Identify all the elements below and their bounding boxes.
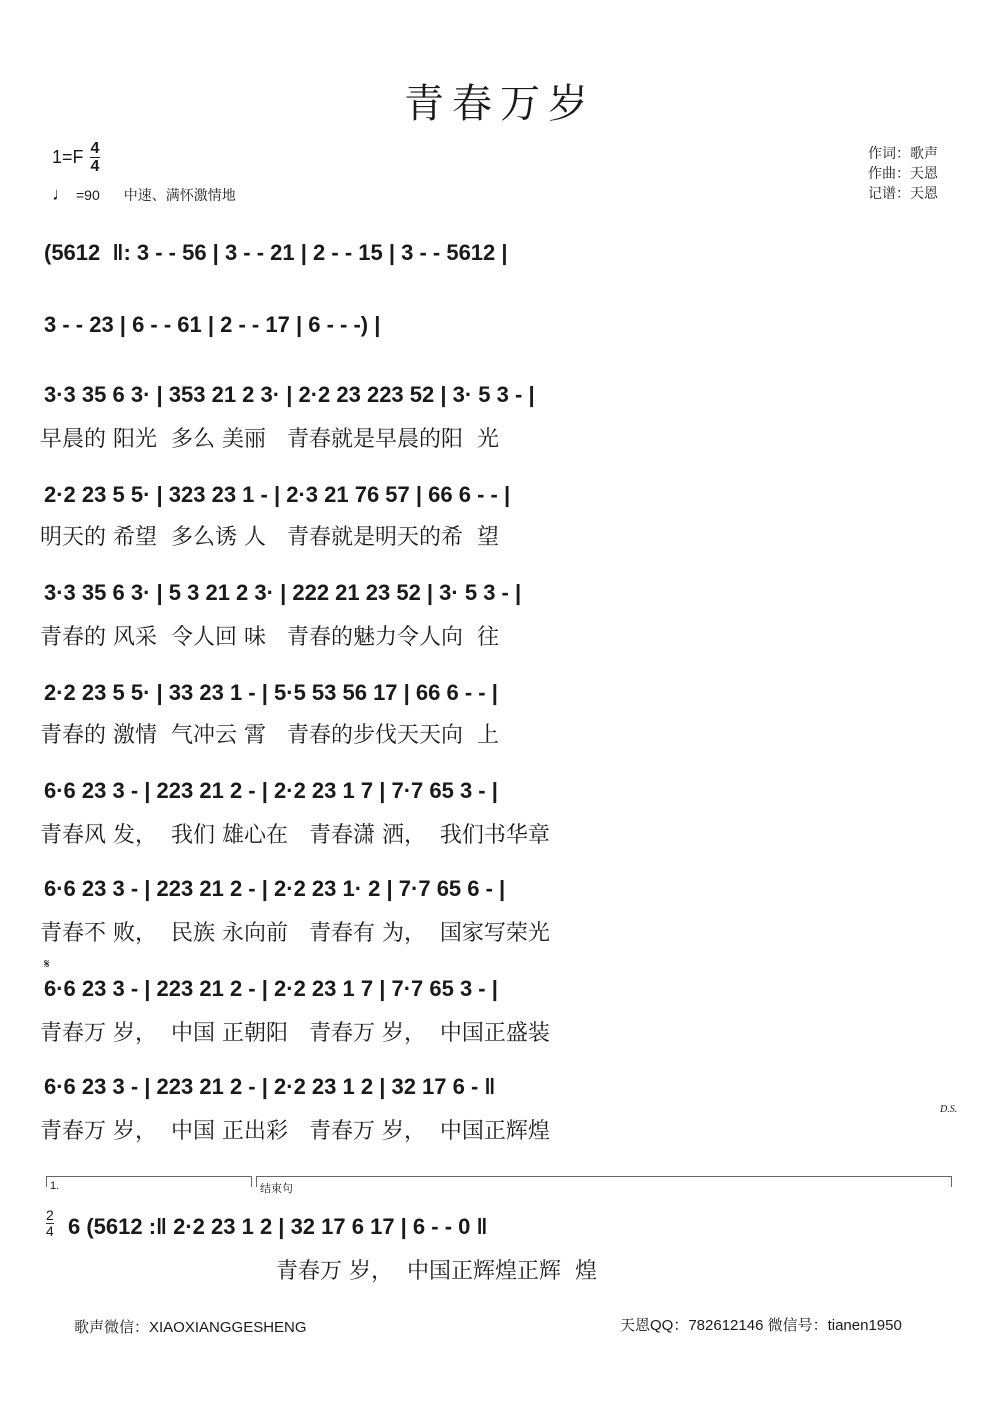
time-signature-change: 2 4: [46, 1207, 54, 1239]
score-line-9-lyrics: 青春万 岁， 中国 正朝阳 青春万 岁， 中国正盛装: [40, 1021, 550, 1046]
score-line-4-notes: 2·2 23 5 5· | 323 23 1 - | 2·3 21 76 57 | 66 6 - - |: [44, 482, 511, 507]
score-line-10-lyrics: 青春万 岁， 中国 正出彩 青春万 岁， 中国正辉煌: [40, 1119, 550, 1144]
volta-1-bracket: [46, 1176, 252, 1187]
credits: [868, 143, 938, 203]
score-line-8-lyrics: 青春不 败， 民族 永向前 青春有 为， 国家写荣光: [40, 921, 550, 946]
score-line-7-notes: 6·6 23 3 - | 223 21 2 - | 2·2 23 1 7 | 7·7 65 3 - |: [44, 778, 498, 803]
score-line-6-lyrics: 青春的 激情 气冲云 霄 青春的步伐天天向 上: [40, 723, 499, 748]
tempo-description: 中速、满怀激情地: [123, 186, 236, 203]
ending-label: 结束句: [260, 1183, 293, 1195]
ending-bracket: [256, 1176, 952, 1187]
score-line-10-notes: 6·6 23 3 - | 223 21 2 - | 2·2 23 1 2 | 32 17 6 - ‖: [44, 1074, 496, 1099]
composer: 作曲：天恩: [868, 165, 938, 181]
score-line-1-notes: (5612 ‖: 3 - - 56 | 3 - - 21 | 2 - - 15 | 3 - - 5612 |: [44, 240, 508, 265]
segno-icon: 𝄋: [44, 956, 50, 971]
score-line-2-notes: 3 - - 23 | 6 - - 61 | 2 - - 17 | 6 - - -) |: [44, 312, 381, 337]
volta-1-label: 1.: [50, 1180, 60, 1192]
score-line-8-notes: 6·6 23 3 - | 223 21 2 - | 2·2 23 1· 2 | 7·7 65 6 - |: [44, 876, 506, 901]
key-signature: [52, 140, 100, 175]
tempo-value: =90: [76, 186, 100, 203]
footer-contact-left: 歌声微信：XIAOXIANGGESHENG: [74, 1319, 307, 1336]
score-line-7-lyrics: 青春风 发， 我们 雄心在 青春潇 洒， 我们书华章: [40, 823, 550, 848]
score-line-3-notes: 3·3 35 6 3· | 353 21 2 3· | 2·2 23 223 52 | 3· 5 3 - |: [44, 382, 535, 407]
lyricist: 作词：歌声: [868, 145, 938, 161]
score-line-5-lyrics: 青春的 风采 令人回 味 青春的魅力令人向 往: [40, 625, 499, 650]
time-signature: $\frac{4}{4}$: [90, 140, 100, 175]
score-line-6-notes: 2·2 23 5 5· | 33 23 1 - | 5·5 53 56 17 | 66 6 - - |: [44, 680, 498, 705]
page-title: 青春万岁: [404, 81, 596, 127]
key-label: 1=F: [52, 147, 84, 167]
score-line-9-notes: 6·6 23 3 - | 223 21 2 - | 2·2 23 1 7 | 7·7 65 3 - |: [44, 976, 498, 1001]
transcriber: 记谱：天恩: [868, 185, 938, 201]
score-line-3-lyrics: 早晨的 阳光 多么 美丽 青春就是早晨的阳 光: [40, 427, 499, 452]
ds-marking: D.S.: [940, 1104, 958, 1115]
score-line-11-notes: 6 (5612 :‖ 2·2 23 1 2 | 32 17 6 17 | 6 - - 0 ‖: [68, 1214, 488, 1239]
score-line-5-notes: 3·3 35 6 3· | 5 3 21 2 3· | 222 21 23 52 | 3· 5 3 - |: [44, 580, 522, 605]
quarter-note-icon: ♩: [52, 184, 70, 204]
tempo-marking: [52, 184, 236, 205]
footer-contact-right: 天恩QQ：782612146 微信号：tianen1950: [620, 1317, 902, 1334]
score-line-11-lyrics: 青春万 岁， 中国正辉煌正辉 煌: [276, 1259, 597, 1284]
score-line-4-lyrics: 明天的 希望 多么诱 人 青春就是明天的希 望: [40, 525, 499, 550]
